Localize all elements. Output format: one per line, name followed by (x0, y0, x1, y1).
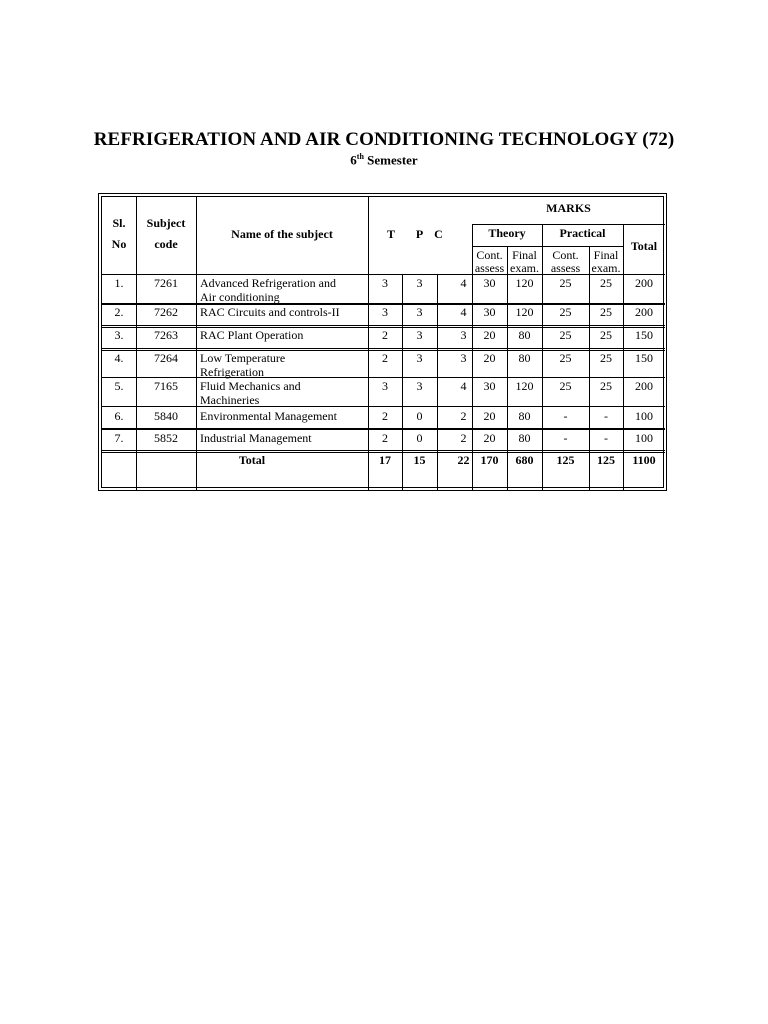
grand-total: 1100 (632, 453, 656, 467)
subject-code-header: Subject (146, 216, 186, 230)
row-divider (102, 429, 665, 430)
subject-name-cell: RAC Circuits and controls-II (200, 305, 340, 319)
credits-cell: 4 (460, 276, 467, 290)
practical-cont-assess-cell: - (563, 431, 568, 445)
subject-name-cell: RAC Plant Operation (200, 328, 304, 342)
totals-label: Total (238, 453, 266, 467)
theory-final-exam-cell: 80 (518, 328, 531, 342)
practical-hours-cell: 3 (416, 276, 423, 290)
sl-no-cell: 5. (114, 379, 124, 393)
theory-hours-cell: 2 (382, 328, 388, 342)
subject-code-cell: 7264 (154, 351, 178, 365)
theory-hours-cell: 3 (382, 379, 388, 393)
total-cell: 200 (635, 379, 653, 393)
practical-final-exam-cell: 25 (600, 328, 612, 342)
total-cell: 150 (635, 328, 653, 342)
row-divider (102, 377, 665, 378)
theory-cont-assess-cell: 20 (483, 351, 496, 365)
theory-final-exam-header: Final (512, 248, 537, 262)
subject-name-header: Name of the subject (231, 227, 333, 241)
marks-header: MARKS (546, 201, 591, 215)
total-header: Total (630, 239, 658, 253)
theory-cont-assess-cell: 30 (483, 379, 496, 393)
theory-hours-header: T (386, 227, 395, 241)
theory-final-exam-header: exam. (510, 261, 539, 275)
practical-cont-assess-header: assess (550, 261, 581, 275)
practical-cont-assess-cell: 25 (559, 276, 572, 290)
subject-name-cell: Low Temperature (200, 351, 286, 365)
total-cell: 100 (635, 431, 653, 445)
total-cell: 100 (635, 409, 653, 423)
total-practical-final-exam: 125 (597, 453, 615, 467)
row-divider (472, 246, 623, 247)
theory-hours-cell: 2 (382, 351, 388, 365)
practical-cont-assess-cell: 25 (559, 351, 572, 365)
row-divider (102, 450, 665, 451)
subject-name-cell: Machineries (200, 393, 260, 407)
practical-header: Practical (559, 226, 606, 240)
theory-hours-cell: 2 (382, 431, 388, 445)
theory-final-exam-cell: 80 (518, 431, 531, 445)
credits-cell: 4 (460, 379, 467, 393)
row-divider (472, 224, 665, 225)
practical-hours-cell: 3 (416, 328, 423, 342)
total-practical-hours: 15 (413, 453, 426, 467)
semester-label: Semester (363, 152, 418, 168)
total-theory-hours: 17 (379, 453, 391, 467)
practical-final-exam-cell: 25 (600, 305, 612, 319)
practical-hours-cell: 3 (416, 379, 423, 393)
theory-final-exam-cell: 80 (518, 351, 531, 365)
theory-hours-cell: 3 (382, 276, 388, 290)
row-divider (102, 348, 665, 349)
practical-final-exam-cell: 25 (600, 379, 612, 393)
row-divider (102, 325, 665, 326)
credits-header: C (434, 227, 443, 241)
column-divider (437, 274, 438, 490)
page-title: REFRIGERATION AND AIR CONDITIONING TECHNOLOGY (72) (93, 129, 675, 150)
subject-code-cell: 7263 (154, 328, 178, 342)
credits-cell: 2 (460, 431, 467, 445)
subject-code-cell: 7262 (154, 305, 178, 319)
subject-name-cell: Refrigeration (200, 365, 264, 379)
semester-subtitle (0, 152, 768, 168)
practical-final-exam-cell: 25 (600, 276, 612, 290)
subject-name-cell: Advanced Refrigeration and (200, 276, 336, 290)
practical-final-exam-cell: 25 (600, 351, 612, 365)
practical-cont-assess-cell: 25 (559, 379, 572, 393)
theory-hours-cell: 3 (382, 305, 388, 319)
theory-cont-assess-cell: 20 (483, 409, 496, 423)
semester-number: 6 (350, 152, 357, 168)
practical-cont-assess-cell: 25 (559, 305, 572, 319)
subject-name-cell: Industrial Management (200, 431, 312, 445)
total-theory-cont-assess: 170 (480, 453, 499, 467)
subject-code-cell: 5840 (154, 409, 178, 423)
total-credits: 22 (457, 453, 470, 467)
subject-code-header: code (154, 237, 178, 251)
theory-header: Theory (488, 226, 526, 240)
sl-no-cell: 1. (114, 276, 124, 290)
theory-cont-assess-header: Cont. (476, 248, 503, 262)
total-cell: 200 (635, 305, 653, 319)
sl-no-cell: 3. (114, 328, 124, 342)
practical-hours-cell: 3 (416, 351, 423, 365)
total-cell: 150 (635, 351, 653, 365)
sl-no-header: No (111, 237, 127, 251)
total-cell: 200 (635, 276, 653, 290)
credits-cell: 4 (460, 305, 467, 319)
theory-cont-assess-cell: 30 (483, 305, 496, 319)
sl-no-cell: 2. (114, 305, 124, 319)
theory-hours-cell: 2 (382, 409, 388, 423)
practical-hours-header: P (415, 227, 424, 241)
subject-code-cell: 5852 (154, 431, 178, 445)
row-divider (102, 406, 665, 407)
total-practical-cont-assess: 125 (556, 453, 575, 467)
practical-final-exam-cell: - (604, 431, 608, 445)
practical-final-exam-header: Final (593, 248, 619, 262)
theory-final-exam-cell: 120 (515, 305, 534, 319)
sl-no-cell: 6. (114, 409, 124, 423)
credits-cell: 3 (460, 351, 467, 365)
sl-no-cell: 7. (114, 431, 124, 445)
theory-final-exam-cell: 120 (515, 276, 534, 290)
practical-cont-assess-header: Cont. (552, 248, 579, 262)
theory-cont-assess-cell: 20 (483, 328, 496, 342)
practical-hours-cell: 0 (416, 431, 423, 445)
practical-hours-cell: 0 (416, 409, 423, 423)
subject-code-cell: 7165 (154, 379, 178, 393)
practical-hours-cell: 3 (416, 305, 423, 319)
theory-final-exam-cell: 80 (518, 409, 531, 423)
subject-code-cell: 7261 (154, 276, 178, 290)
total-theory-final-exam: 680 (515, 453, 534, 467)
credits-cell: 3 (460, 328, 467, 342)
sl-no-header: Sl. (112, 216, 126, 230)
practical-cont-assess-cell: - (563, 409, 568, 423)
theory-cont-assess-cell: 30 (483, 276, 496, 290)
practical-final-exam-header: exam. (591, 261, 621, 275)
subject-name-cell: Fluid Mechanics and (200, 379, 301, 393)
credits-cell: 2 (460, 409, 467, 423)
theory-cont-assess-header: assess (474, 261, 505, 275)
semester-suffix: th (356, 152, 364, 161)
practical-final-exam-cell: - (604, 409, 608, 423)
practical-cont-assess-cell: 25 (559, 328, 572, 342)
subject-name-cell: Air conditioning (200, 290, 280, 304)
subject-name-cell: Environmental Management (200, 409, 337, 423)
theory-final-exam-cell: 120 (515, 379, 534, 393)
marks-table (98, 193, 667, 491)
sl-no-cell: 4. (114, 351, 124, 365)
theory-cont-assess-cell: 20 (483, 431, 496, 445)
